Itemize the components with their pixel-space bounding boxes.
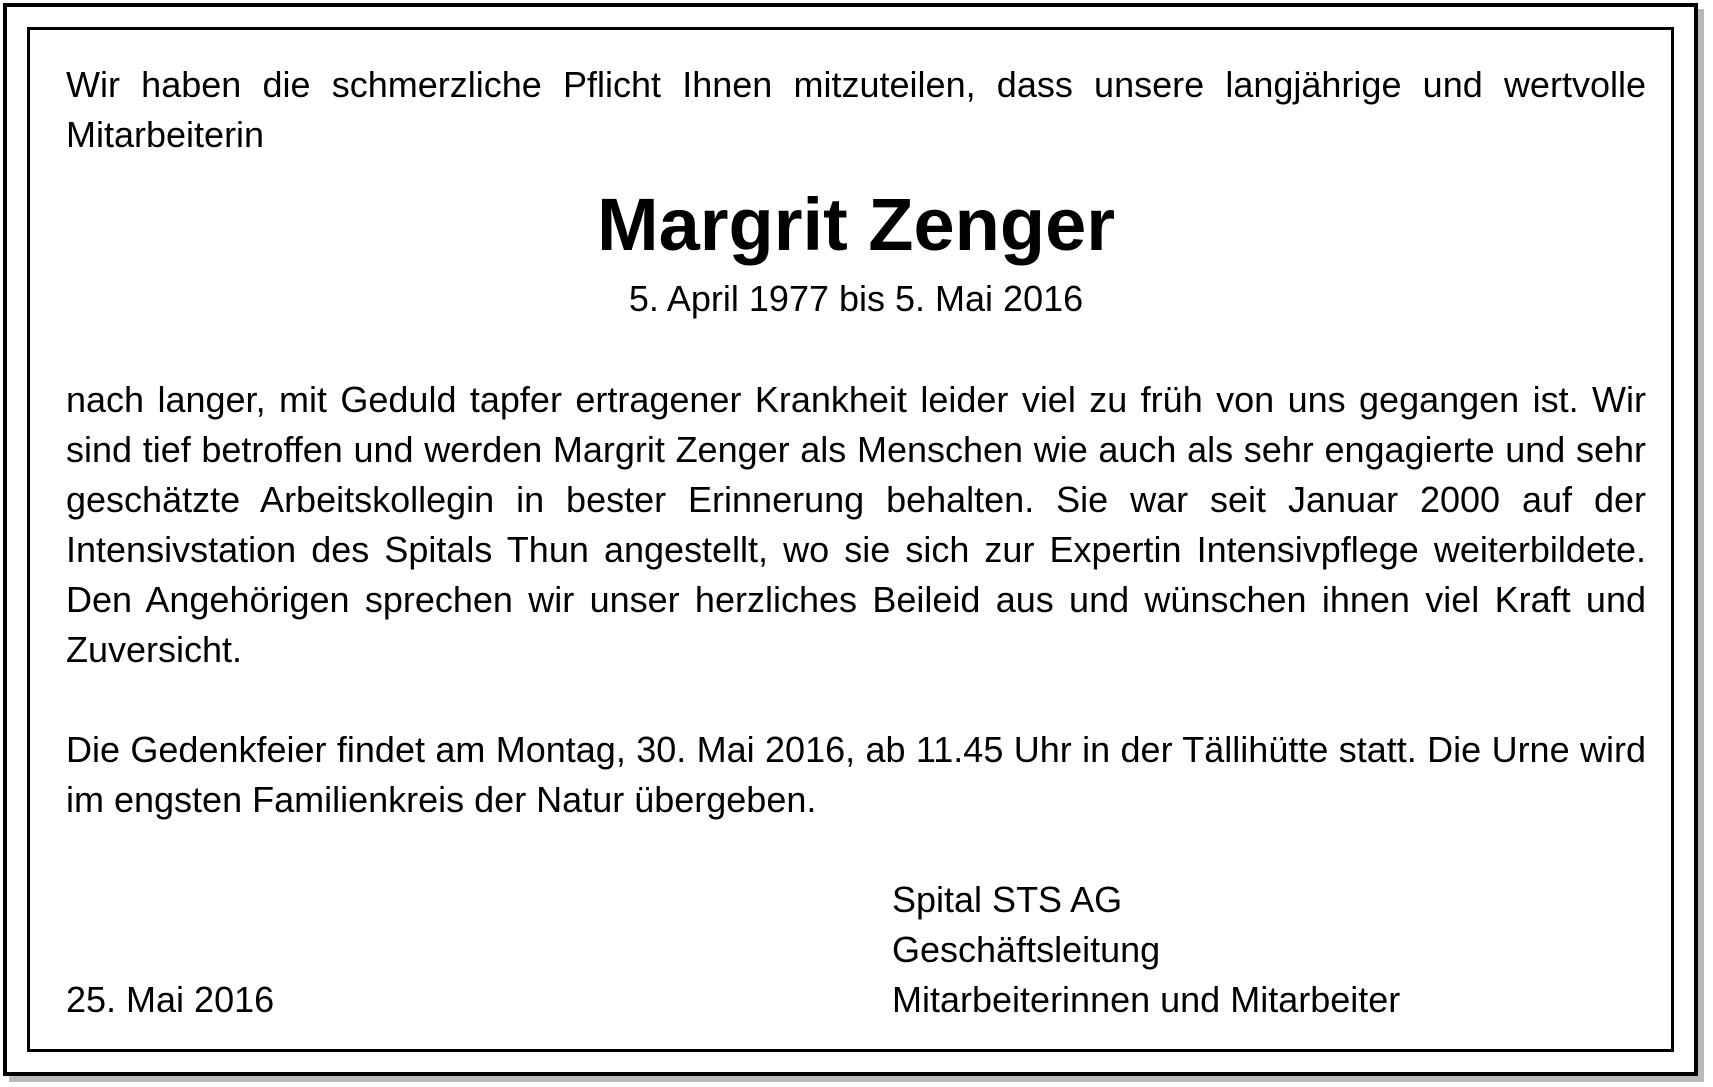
deceased-name: Margrit Zenger — [596, 183, 1116, 266]
intro-paragraph: Wir haben die schmerzliche Pflicht Ihnen mitzuteilen, dass unsere langjährige und wertvolle Mitarbeiterin — [66, 64, 1646, 155]
signature-management: Geschäftsleitung — [892, 929, 1161, 970]
life-dates: 5. April 1977 bis 5. Mai 2016 — [628, 278, 1084, 319]
signature-block — [892, 875, 1400, 1025]
memorial-paragraph: Die Gedenkfeier findet am Montag, 30. Mai 2016, ab 11.45 Uhr in der Tällihütte statt. Die Urne wird im engsten Familienkreis der Natur übergeben. — [66, 729, 1646, 820]
publication-date: 25. Mai 2016 — [66, 979, 275, 1020]
signature-staff: Mitarbeiterinnen und Mitarbeiter — [892, 979, 1401, 1020]
body-paragraph: nach langer, mit Geduld tapfer ertragener Krankheit leider viel zu früh von uns gegangen ist. Wir sind tief betroffen und werden Margrit Zenger als Menschen wie auch als sehr engagierte und sehr geschätzte Arbeitskollegin in bester Erinnerung behalten. Sie war seit Januar 2000 auf der Intensivstation des Spitals Thun angestellt, wo sie sich zur Expertin Intensivpflege weiterbildete. Den Angehörigen sprechen wir unser herzliches Beileid aus und wünschen ihnen viel Kraft und Zuversicht. — [66, 379, 1646, 670]
signature-organization: Spital STS AG — [892, 879, 1123, 920]
